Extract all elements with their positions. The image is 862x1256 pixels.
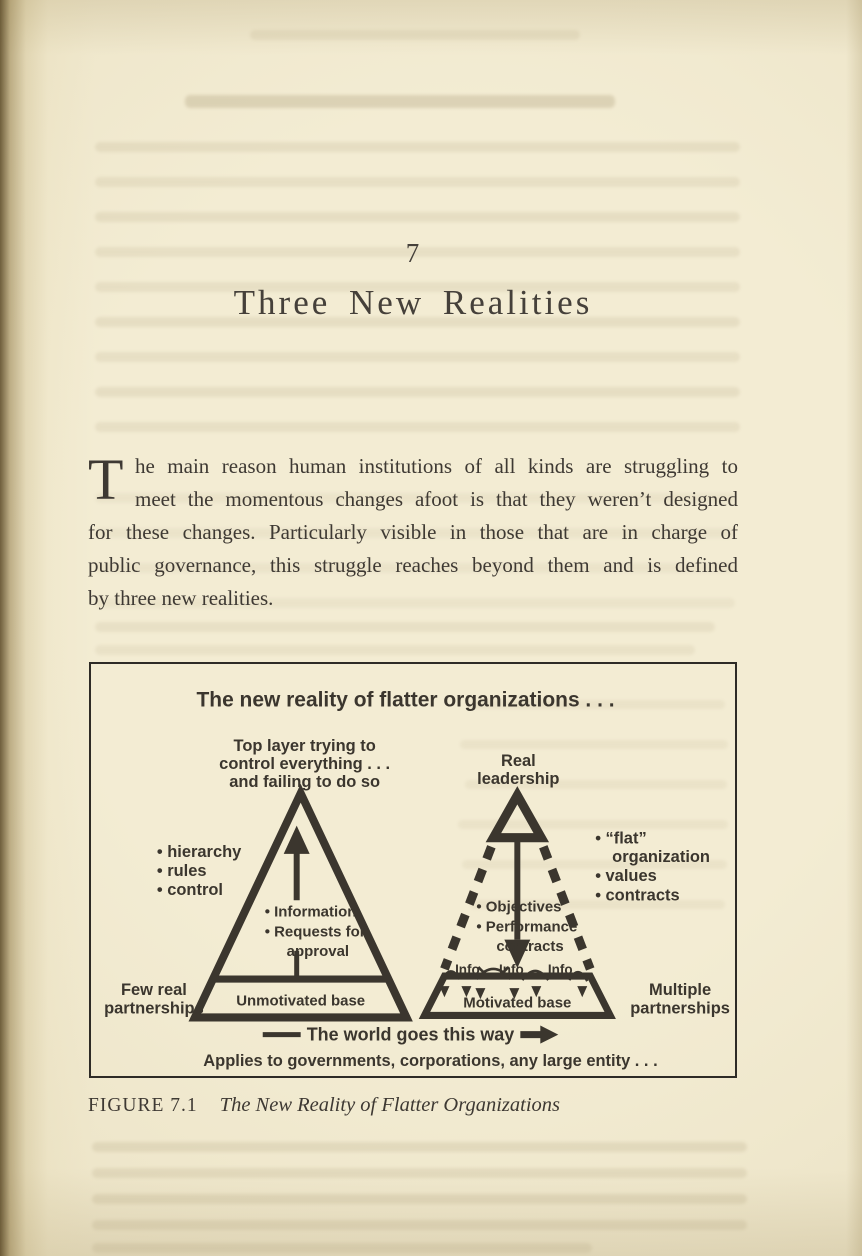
ghost-bleedthrough-line xyxy=(92,1243,592,1253)
paragraph-line: public governance, this struggle reaches beyond them and is defined xyxy=(88,553,738,577)
left-pyramid-top-label: and failing to do so xyxy=(229,772,381,792)
ghost-bleedthrough-line xyxy=(92,1220,747,1230)
ghost-bleedthrough-line xyxy=(92,1142,747,1152)
ghost-bleedthrough-line xyxy=(95,177,740,187)
left-outside-bullet: • hierarchy xyxy=(156,841,242,861)
left-inside-bullet: approval xyxy=(286,942,350,960)
paragraph-line: by three new realities. xyxy=(88,586,274,610)
figure-caption xyxy=(88,1094,748,1117)
body-paragraph xyxy=(88,447,738,615)
figure-footer-line2: Applies to governments, corporations, any large entity . . . xyxy=(203,1050,658,1070)
right-outside-bullet: organization xyxy=(612,846,711,866)
right-pyramid-top-label: Real xyxy=(500,750,536,771)
left-inside-bullet: • Information xyxy=(264,903,357,921)
left-outside-bullet: • control xyxy=(156,880,223,900)
figure-footer-line1: The world goes this way xyxy=(306,1024,515,1045)
right-pyramid-apex xyxy=(493,795,541,837)
ghost-bleedthrough-line xyxy=(95,422,740,432)
ghost-bleedthrough-line xyxy=(95,622,715,632)
ghost-bleedthrough-line xyxy=(185,95,615,108)
right-outside-bullet: • values xyxy=(595,866,657,886)
figure-7-1-diagram xyxy=(89,662,737,1078)
right-base-label: Motivated base xyxy=(463,994,572,1012)
ghost-bleedthrough-line xyxy=(95,352,740,362)
left-pyramid-top-label: Top layer trying to xyxy=(233,735,376,755)
chapter-title: Three New Realities xyxy=(233,283,593,322)
paragraph-line: for these changes. Particularly visible in those that are in charge of xyxy=(88,520,738,544)
ghost-bleedthrough-line xyxy=(95,212,740,222)
ghost-bleedthrough-line xyxy=(95,387,740,397)
right-inside-bullet: • Performance xyxy=(476,918,578,936)
left-pyramid-top-label: control everything . . . xyxy=(219,753,391,774)
flatter-organizations-diagram xyxy=(91,664,735,1076)
ghost-bleedthrough-line xyxy=(95,645,695,655)
info-label: Info xyxy=(547,961,573,978)
paragraph-line: meet the momentous changes afoot is that they weren’t designed xyxy=(135,487,738,511)
ghost-bleedthrough-line xyxy=(250,30,580,40)
ghost-bleedthrough-line xyxy=(92,1168,747,1178)
left-corner-label: Few real xyxy=(120,980,187,1000)
right-pyramid-top-label: leadership xyxy=(477,769,560,789)
right-outside-bullet: • “flat” xyxy=(595,828,647,848)
figure-title: The new reality of flatter organizations . . . xyxy=(196,688,615,712)
world-direction-arrow xyxy=(520,1026,558,1044)
ghost-bleedthrough-line xyxy=(95,142,740,152)
paragraph-line: he main reason human institutions of all kinds are struggling to xyxy=(135,454,738,478)
info-label: Info xyxy=(455,961,480,978)
right-outside-bullet: • contracts xyxy=(595,885,680,905)
left-outside-bullet: • rules xyxy=(156,860,207,881)
figure-caption-title: The New Reality of Flatter Organizations xyxy=(219,1094,560,1116)
right-inside-bullet: contracts xyxy=(496,937,564,955)
info-label: Info xyxy=(499,961,524,978)
left-inside-bullet: • Requests for xyxy=(264,923,366,941)
drop-cap: T xyxy=(88,447,124,512)
left-corner-label: partnerships xyxy=(104,998,204,1018)
figure-caption-label: FIGURE 7.1 xyxy=(88,1095,198,1116)
right-corner-label: partnerships xyxy=(630,998,730,1018)
right-corner-label: Multiple xyxy=(649,980,712,1000)
left-base-label: Unmotivated base xyxy=(236,992,366,1010)
right-inside-bullet: • Objectives xyxy=(476,898,562,916)
chapter-number: 7 xyxy=(405,238,421,268)
ghost-bleedthrough-line xyxy=(92,1194,747,1204)
